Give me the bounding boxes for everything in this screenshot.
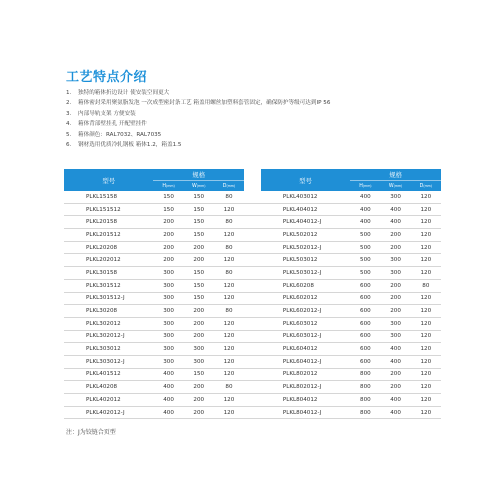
right-model-cell: PLKL502012-J — [261, 241, 350, 254]
left-height-cell: 150 — [153, 203, 183, 216]
right-height-cell: 500 — [350, 254, 380, 267]
left-depth-cell: 120 — [214, 330, 244, 343]
feature-text: 内部导轨支架 方便安装 — [78, 110, 136, 117]
left-model-cell: PLKL15158 — [64, 191, 153, 203]
right-height-cell: 500 — [350, 229, 380, 242]
right-model-cell: PLKL603012 — [261, 317, 350, 330]
right-width-cell: 400 — [380, 203, 410, 216]
left-depth-cell: 80 — [214, 381, 244, 394]
left-model-cell: PLKL202012 — [64, 254, 153, 267]
left-height-cell: 400 — [153, 406, 183, 419]
right-depth-cell: 120 — [411, 317, 441, 330]
right-height-cell: 600 — [350, 330, 380, 343]
left-height-cell: 300 — [153, 267, 183, 280]
column-gap — [244, 229, 261, 242]
right-depth-cell: 120 — [411, 267, 441, 280]
left-width-cell: 300 — [184, 355, 214, 368]
right-width-cell: 300 — [380, 330, 410, 343]
left-height-cell: 200 — [153, 216, 183, 229]
left-depth-cell: 80 — [214, 216, 244, 229]
right-depth-cell: 120 — [411, 216, 441, 229]
right-width-cell: 300 — [380, 317, 410, 330]
feature-text: 钢材选用优质冷轧钢板 箱体1.2，箱盖1.5 — [78, 142, 182, 149]
feature-number: 2. — [66, 100, 72, 107]
right-model-cell: PLKL404012-J — [261, 216, 350, 229]
right-height-cell: 500 — [350, 241, 380, 254]
right-width-cell: 400 — [380, 394, 410, 407]
column-gap — [244, 317, 261, 330]
left-model-cell: PLKL30158 — [64, 267, 153, 280]
table-row — [64, 203, 441, 216]
left-depth-cell: 120 — [214, 229, 244, 242]
left-depth-cell: 80 — [214, 305, 244, 318]
left-depth-cell: 120 — [214, 343, 244, 356]
left-model-cell: PLKL30208 — [64, 305, 153, 318]
left-depth-cell: 120 — [214, 292, 244, 305]
table-row — [64, 305, 441, 318]
left-height-cell: 300 — [153, 330, 183, 343]
column-gap — [244, 394, 261, 407]
right-depth-cell: 120 — [411, 203, 441, 216]
right-height-cell: 400 — [350, 191, 380, 203]
left-width-cell: 150 — [184, 279, 214, 292]
table-row — [64, 267, 441, 280]
right-height-cell: 600 — [350, 305, 380, 318]
right-width-cell: 200 — [380, 279, 410, 292]
left-width-cell: 200 — [184, 241, 214, 254]
table-row — [64, 292, 441, 305]
feature-text: 箱体背部壁挂孔 开配壁挂件 — [78, 121, 147, 128]
right-height-cell: 600 — [350, 317, 380, 330]
left-model-cell: PLKL302012-J — [64, 330, 153, 343]
left-depth-cell: 120 — [214, 254, 244, 267]
feature-number: 6. — [66, 142, 72, 149]
right-model-cell: PLKL404012 — [261, 203, 350, 216]
right-depth-cell: 120 — [411, 191, 441, 203]
left-width-cell: 200 — [184, 305, 214, 318]
left-width-cell: 150 — [184, 216, 214, 229]
feature-text: 箱体颜色：RAL7032、RAL7035 — [78, 131, 162, 138]
left-height-cell: 400 — [153, 368, 183, 381]
right-height-cell: 800 — [350, 406, 380, 419]
right-depth-cell: 120 — [411, 394, 441, 407]
right-width-cell: 300 — [380, 254, 410, 267]
right-width-cell: 200 — [380, 305, 410, 318]
height-header-left: H(mm) — [153, 181, 183, 192]
right-depth-cell: 120 — [411, 292, 441, 305]
left-model-cell: PLKL402012-J — [64, 406, 153, 419]
left-width-cell: 200 — [184, 406, 214, 419]
right-width-cell: 200 — [380, 381, 410, 394]
right-width-cell: 400 — [380, 343, 410, 356]
right-depth-cell: 120 — [411, 406, 441, 419]
table-row — [64, 317, 441, 330]
left-depth-cell: 120 — [214, 279, 244, 292]
table-row — [64, 229, 441, 242]
footnote: 注：J为铰链合页型 — [66, 429, 116, 436]
right-model-cell: PLKL403012 — [261, 191, 350, 203]
right-width-cell: 200 — [380, 368, 410, 381]
column-gap — [244, 292, 261, 305]
right-height-cell: 600 — [350, 355, 380, 368]
right-height-cell: 800 — [350, 381, 380, 394]
table-row — [64, 394, 441, 407]
right-model-cell: PLKL804012-J — [261, 406, 350, 419]
table-row — [64, 216, 441, 229]
left-model-cell: PLKL302012 — [64, 317, 153, 330]
left-width-cell: 150 — [184, 368, 214, 381]
right-depth-cell: 120 — [411, 241, 441, 254]
table-row — [64, 368, 441, 381]
table-row — [64, 343, 441, 356]
left-height-cell: 300 — [153, 305, 183, 318]
left-width-cell: 150 — [184, 267, 214, 280]
feature-item — [66, 98, 330, 108]
left-model-cell: PLKL402012 — [64, 394, 153, 407]
height-header-right: H(mm) — [350, 181, 380, 192]
left-model-cell: PLKL40208 — [64, 381, 153, 394]
feature-number: 5. — [66, 131, 72, 138]
left-width-cell: 200 — [184, 330, 214, 343]
column-gap — [244, 169, 261, 191]
left-width-cell: 200 — [184, 254, 214, 267]
left-model-cell: PLKL401512 — [64, 368, 153, 381]
left-width-cell: 150 — [184, 203, 214, 216]
right-width-cell: 400 — [380, 216, 410, 229]
left-height-cell: 150 — [153, 191, 183, 203]
right-height-cell: 400 — [350, 216, 380, 229]
left-width-cell: 300 — [184, 343, 214, 356]
left-width-cell: 200 — [184, 317, 214, 330]
left-height-cell: 200 — [153, 229, 183, 242]
left-depth-cell: 80 — [214, 241, 244, 254]
feature-item — [66, 88, 330, 98]
table-row — [64, 241, 441, 254]
left-width-cell: 150 — [184, 191, 214, 203]
column-gap — [244, 330, 261, 343]
right-width-cell: 300 — [380, 267, 410, 280]
left-depth-cell: 120 — [214, 355, 244, 368]
feature-number: 4. — [66, 121, 72, 128]
left-width-cell: 200 — [184, 381, 214, 394]
right-model-cell: PLKL60208 — [261, 279, 350, 292]
left-width-cell: 150 — [184, 229, 214, 242]
feature-item — [66, 109, 330, 119]
width-header-right: W(mm) — [380, 181, 410, 192]
column-gap — [244, 305, 261, 318]
column-gap — [244, 241, 261, 254]
column-gap — [244, 279, 261, 292]
feature-number: 1. — [66, 90, 72, 96]
column-gap — [244, 254, 261, 267]
left-height-cell: 200 — [153, 254, 183, 267]
right-height-cell: 400 — [350, 203, 380, 216]
left-depth-cell: 120 — [214, 368, 244, 381]
feature-list — [66, 88, 330, 150]
right-model-cell: PLKL802012 — [261, 368, 350, 381]
right-width-cell: 400 — [380, 355, 410, 368]
left-model-cell: PLKL303012-J — [64, 355, 153, 368]
right-width-cell: 300 — [380, 191, 410, 203]
table-row — [64, 355, 441, 368]
right-depth-cell: 120 — [411, 381, 441, 394]
column-gap — [244, 343, 261, 356]
left-height-cell: 400 — [153, 394, 183, 407]
column-gap — [244, 203, 261, 216]
left-model-cell: PLKL301512-J — [64, 292, 153, 305]
column-gap — [244, 267, 261, 280]
table-row — [64, 279, 441, 292]
left-height-cell: 300 — [153, 355, 183, 368]
right-width-cell: 200 — [380, 241, 410, 254]
left-height-cell: 400 — [153, 381, 183, 394]
right-depth-cell: 120 — [411, 368, 441, 381]
right-model-cell: PLKL604012-J — [261, 355, 350, 368]
right-depth-cell: 80 — [411, 279, 441, 292]
right-model-cell: PLKL804012 — [261, 394, 350, 407]
table-row — [64, 191, 441, 203]
left-model-cell: PLKL20158 — [64, 216, 153, 229]
table-row — [64, 406, 441, 419]
right-model-cell: PLKL603012-J — [261, 330, 350, 343]
left-width-cell: 150 — [184, 292, 214, 305]
spec-header-right: 规格 — [350, 169, 441, 181]
left-model-cell: PLKL303012 — [64, 343, 153, 356]
column-gap — [244, 381, 261, 394]
left-depth-cell: 120 — [214, 394, 244, 407]
left-height-cell: 300 — [153, 292, 183, 305]
right-model-cell: PLKL602012-J — [261, 305, 350, 318]
width-header-left: W(mm) — [184, 181, 214, 192]
column-gap — [244, 191, 261, 203]
right-depth-cell: 120 — [411, 343, 441, 356]
feature-item — [66, 130, 330, 140]
left-height-cell: 300 — [153, 317, 183, 330]
left-height-cell: 200 — [153, 241, 183, 254]
feature-item — [66, 119, 330, 129]
right-model-cell: PLKL502012 — [261, 229, 350, 242]
feature-item — [66, 140, 330, 150]
right-height-cell: 800 — [350, 368, 380, 381]
right-model-cell: PLKL503012 — [261, 254, 350, 267]
spec-header-left: 规格 — [153, 169, 244, 181]
right-model-cell: PLKL503012-J — [261, 267, 350, 280]
left-model-cell: PLKL151512 — [64, 203, 153, 216]
right-model-cell: PLKL602012 — [261, 292, 350, 305]
table-row — [64, 381, 441, 394]
left-height-cell: 300 — [153, 279, 183, 292]
right-height-cell: 800 — [350, 394, 380, 407]
feature-text: 箱体密封采用聚氨脂发泡 一次成型密封条工艺 箱盖用螺丝加塑料套管固定，确保防护等级可达到IP 56 — [78, 100, 331, 107]
page-title: 工艺特点介绍 — [66, 70, 148, 85]
left-model-cell: PLKL20208 — [64, 241, 153, 254]
column-gap — [244, 368, 261, 381]
column-gap — [244, 216, 261, 229]
right-width-cell: 400 — [380, 406, 410, 419]
right-depth-cell: 120 — [411, 330, 441, 343]
left-model-cell: PLKL201512 — [64, 229, 153, 242]
left-depth-cell: 80 — [214, 191, 244, 203]
left-model-cell: PLKL301512 — [64, 279, 153, 292]
feature-number: 3. — [66, 110, 72, 117]
right-width-cell: 200 — [380, 292, 410, 305]
right-model-cell: PLKL802012-J — [261, 381, 350, 394]
right-depth-cell: 120 — [411, 254, 441, 267]
left-depth-cell: 120 — [214, 317, 244, 330]
right-depth-cell: 120 — [411, 229, 441, 242]
right-height-cell: 600 — [350, 292, 380, 305]
left-depth-cell: 120 — [214, 406, 244, 419]
table-row — [64, 330, 441, 343]
left-depth-cell: 120 — [214, 203, 244, 216]
right-depth-cell: 120 — [411, 355, 441, 368]
left-depth-cell: 80 — [214, 267, 244, 280]
model-header-left: 型号 — [64, 169, 153, 191]
depth-header-left: D(mm) — [214, 181, 244, 192]
right-model-cell: PLKL604012 — [261, 343, 350, 356]
depth-header-right: D(mm) — [411, 181, 441, 192]
model-header-right: 型号 — [261, 169, 350, 191]
table-row — [64, 254, 441, 267]
right-height-cell: 500 — [350, 267, 380, 280]
left-height-cell: 300 — [153, 343, 183, 356]
left-width-cell: 200 — [184, 394, 214, 407]
right-depth-cell: 120 — [411, 305, 441, 318]
right-height-cell: 600 — [350, 279, 380, 292]
column-gap — [244, 406, 261, 419]
column-gap — [244, 355, 261, 368]
right-width-cell: 200 — [380, 229, 410, 242]
right-height-cell: 600 — [350, 343, 380, 356]
feature-text: 独特的箱体折边设计 使安装空间更大 — [78, 90, 170, 96]
spec-table — [64, 169, 441, 419]
